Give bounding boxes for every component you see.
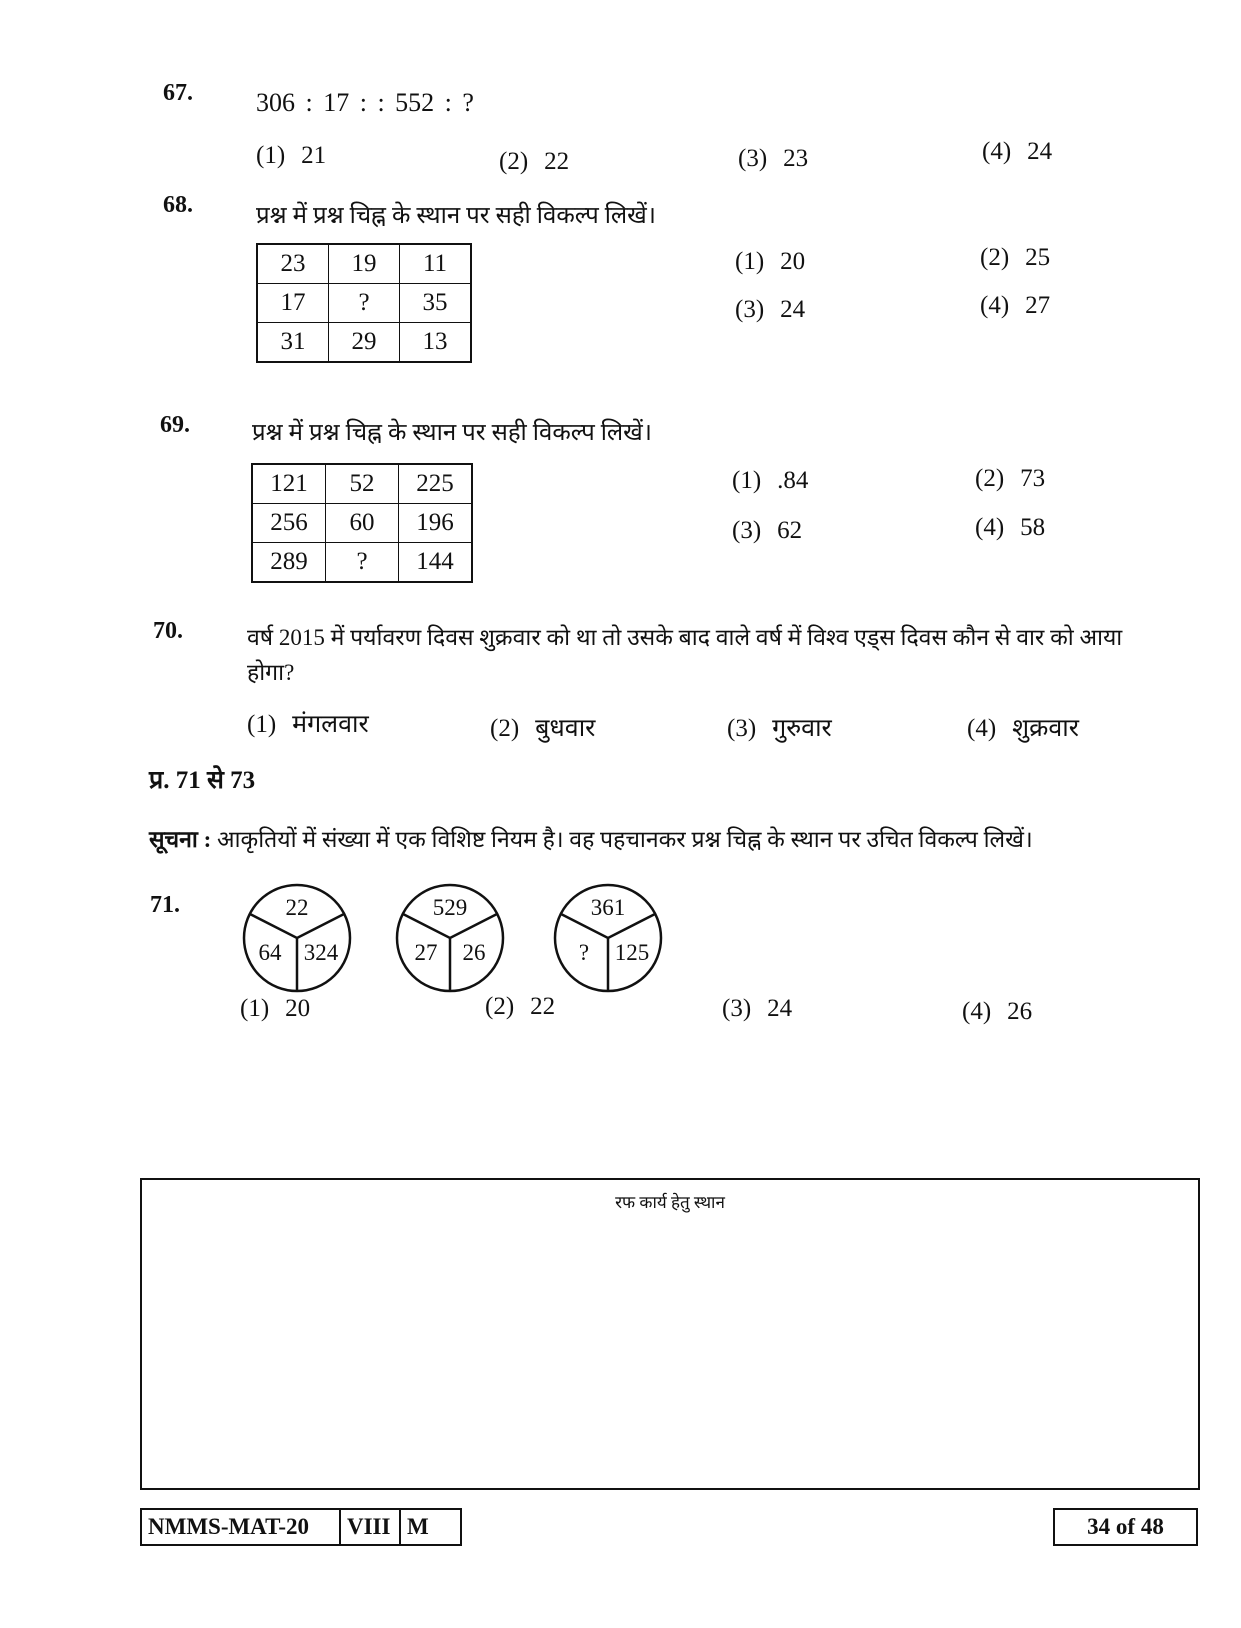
q68-cell: ? <box>329 284 400 323</box>
q68-cell: 11 <box>400 244 472 284</box>
q69-cell: 196 <box>399 504 473 543</box>
circle-figure-3 <box>555 885 661 991</box>
circle-3-top: 361 <box>590 895 626 920</box>
q67-option-3: (3) 23 <box>738 145 809 172</box>
q67-option-4: (4) 24 <box>982 138 1053 165</box>
q69-option-1: (1) .84 <box>732 467 809 494</box>
q71-option-1: (1) 20 <box>240 995 311 1022</box>
q69-grid <box>251 463 473 583</box>
medium-label: M <box>399 1510 460 1544</box>
q69-question: प्रश्न में प्रश्न चिह्न के स्थान पर सही विकल्प लिखें। <box>252 420 652 446</box>
q69-cell: 60 <box>326 504 399 543</box>
circle-1-right: 324 <box>303 940 339 965</box>
q69-cell: 289 <box>252 543 326 583</box>
page-number: 34 of 48 <box>1087 1514 1164 1539</box>
q68-option-4: (4) 27 <box>980 292 1051 319</box>
q68-cell: 31 <box>257 323 329 363</box>
q69-option-3: (3) 62 <box>732 517 803 544</box>
q70-number: 70. <box>153 618 183 644</box>
class-label: VIII <box>339 1510 399 1544</box>
q68-grid <box>256 243 472 363</box>
paper-code-box <box>140 1508 462 1546</box>
q69-cell: ? <box>326 543 399 583</box>
q70-question-line2: होगा? <box>247 660 295 685</box>
circle-3-right: 125 <box>614 940 650 965</box>
q69-grid-row <box>252 543 472 583</box>
q67-option-1: (1) 21 <box>256 142 327 169</box>
q70-option-4: (4) शुक्रवार <box>967 715 1079 742</box>
q69-cell: 121 <box>252 464 326 504</box>
q68-grid-row <box>257 244 471 284</box>
q69-grid-row <box>252 464 472 504</box>
q69-cell: 144 <box>399 543 473 583</box>
q71-option-4: (4) 26 <box>962 998 1033 1025</box>
q69-cell: 52 <box>326 464 399 504</box>
page-number-box <box>1053 1508 1198 1546</box>
q69-option-4: (4) 58 <box>975 514 1046 541</box>
q67-question: 306 : 17 : : 552 : ? <box>256 88 474 117</box>
circle-2-left: 27 <box>414 940 438 965</box>
circle-2-top: 529 <box>432 895 468 920</box>
q68-cell: 17 <box>257 284 329 323</box>
circle-figure-1 <box>244 885 350 991</box>
rough-work-area <box>140 1178 1200 1490</box>
q68-question: प्रश्न में प्रश्न चिह्न के स्थान पर सही विकल्प लिखें। <box>256 203 656 229</box>
q70-option-3: (3) गुरुवार <box>727 715 832 742</box>
paper-code: NMMS-MAT-20 <box>148 1514 309 1539</box>
circle-2-right: 26 <box>462 940 486 965</box>
q68-cell: 23 <box>257 244 329 284</box>
q70-option-1: (1) मंगलवार <box>247 711 369 738</box>
q68-cell: 35 <box>400 284 472 323</box>
q69-option-2: (2) 73 <box>975 465 1046 492</box>
q70-question-line1: वर्ष 2015 में पर्यावरण दिवस शुक्रवार को था तो उसके बाद वाले वर्ष में विश्व एड्स दिवस कौन से वार को आया <box>247 625 1123 650</box>
q71-figures <box>230 880 680 1000</box>
q68-option-2: (2) 25 <box>980 244 1051 271</box>
q68-grid-row <box>257 284 471 323</box>
q69-number: 69. <box>160 412 190 438</box>
q71-number: 71. <box>150 892 180 918</box>
rough-work-label: रफ कार्य हेतु स्थान <box>615 1193 725 1212</box>
circle-1-left: 64 <box>258 940 282 965</box>
q68-option-3: (3) 24 <box>735 296 806 323</box>
q67-number: 67. <box>163 80 193 106</box>
circle-figure-2 <box>397 885 503 991</box>
q69-cell: 225 <box>399 464 473 504</box>
section-heading: प्र. 71 से 73 <box>149 767 256 794</box>
q68-option-1: (1) 20 <box>735 248 806 275</box>
q67-option-2: (2) 22 <box>499 148 570 175</box>
q68-cell: 19 <box>329 244 400 284</box>
q68-cell: 29 <box>329 323 400 363</box>
q69-grid-row <box>252 504 472 543</box>
section-notice <box>149 822 1033 854</box>
notice-text: आकृतियों में संख्या में एक विशिष्ट नियम है। वह पहचानकर प्रश्न चिह्न के स्थान पर उचित विकल्प लिखें। <box>217 827 1033 852</box>
q71-option-2: (2) 22 <box>485 993 556 1020</box>
circle-3-left: ? <box>578 940 590 965</box>
q68-grid-row <box>257 323 471 363</box>
q68-number: 68. <box>163 192 193 218</box>
q69-cell: 256 <box>252 504 326 543</box>
q70-option-2: (2) बुधवार <box>490 715 596 742</box>
q68-cell: 13 <box>400 323 472 363</box>
q71-option-3: (3) 24 <box>722 995 793 1022</box>
notice-label: सूचना : <box>149 827 212 852</box>
circle-1-top: 22 <box>285 895 309 920</box>
